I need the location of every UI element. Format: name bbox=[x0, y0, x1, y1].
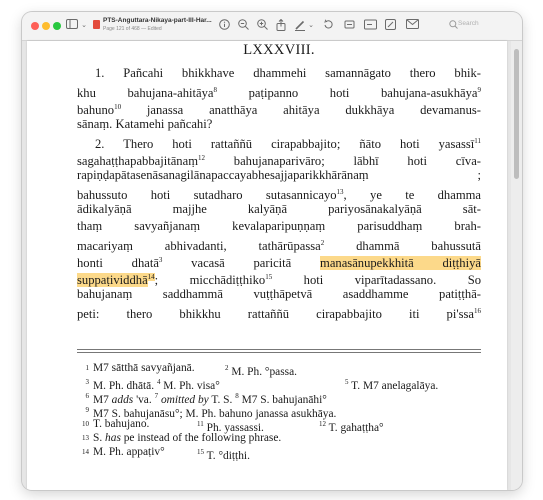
text-line: ādikalyāṇā majjhe kalyāṇā pariyosānakalyāṇā sāt- bbox=[77, 202, 481, 216]
document-area bbox=[22, 41, 522, 490]
footnote-divider bbox=[77, 352, 481, 353]
text-line: rapiṇḍapātasenāsanagilānapaccayabhesajjaparikkhārānaṃ ; bbox=[77, 168, 481, 182]
text-line: honti dhatā$^3$ vacasā paricitā manasānupekkhitā diṭṭhiyā bbox=[77, 256, 481, 271]
document-page-status: Page 121 of 468 — Edited bbox=[103, 26, 162, 32]
pdf-page: LXXXVIII. 1. Pañcahi bhikkhave dhammehi samannāgato thero bhik- khu bahujana-ahitāya$^8$ paṭipanno hoti bahujana-asukhāya$^9$ bahuno$^{10}$ janassa anatthāya ahitāya dukkhāya devamanus- sānaṃ. Katamehi pañcahi? 2. Thero hoti rattaññū cirapabbajito; ñāto hoti yasassī$^{11}$ sagahaṭṭhapabbajitānaṃ$^{12}$ bahujanaparivāro; lābhī hoti cīva- rapiṇḍapātasenāsanagilānapaccayabhesajjaparikkhārānaṃ ; bahussuto hoti sutadharo sutasannicayo$^{13}$, ye te dhamma ādikalyāṇā majjhe kalyāṇā pariyosānakalyāṇā sāt- thaṃ savyañjanaṃ kevalaparipuṇṇaṃ parisuddhaṃ brah- macariyaṃ abhivadanti, tathārūpassa$^2$ dhammā bahussutā honti dhatā$^3$ vacasā paricitā manasānupekkhitā diṭṭhiyā suppaṭividdhā$^{14}$; micchādiṭṭhiko$^{15}$ hoti viparītadassano. So bahujanaṃ saddhammā vuṭṭhāpetvā asaddhamme patiṭṭhā- peti: thero bhikkhu rattaññū cirapabbajito iti pi'ssa$^{16}$ 1 M7 sātthā savyañjanā. $^2$ M. Ph. °passa. 3 M. Ph. dhātā. $^4$ M. Ph. visa° $^5$ T. M7 anelagalāya. 6 M7 adds 'va. $^7$ omitted by T. S. $^8$ M7 S. bahujanāhi° 9 M7 S. bahujanāsu°; M. Ph. bahuno janassa asukhāya. 10 T. bahujano. $^{11}$ Ph. yassassi. $^{12}$ T. gahaṭṭha° 13 S. has pe instead of the following phrase. 14 M. Ph. appaṭiv° $^{15}$ T. °diṭṭhi. bbox=[27, 41, 507, 490]
text-line: macariyaṃ abhivadanti, tathārūpassa$^2$ dhammā bahussutā bbox=[77, 239, 481, 254]
mail-icon[interactable] bbox=[405, 19, 419, 33]
zoom-in-icon[interactable] bbox=[256, 19, 268, 33]
toolbar bbox=[22, 12, 522, 41]
text-line: bahuno$^{10}$ janassa anatthāya ahitāya dukkhāya devamanus- bbox=[77, 103, 481, 118]
search-input[interactable]: Search bbox=[458, 20, 479, 27]
text-line: sagahaṭṭhapabbajitānaṃ$^{12}$ bahujanaparivāro; lābhī hoti cīva- bbox=[77, 154, 481, 169]
info-icon[interactable] bbox=[218, 19, 230, 33]
rotate-icon[interactable] bbox=[322, 19, 334, 33]
pdf-viewer-window bbox=[22, 12, 522, 490]
search-icon bbox=[448, 19, 458, 33]
share-icon[interactable] bbox=[275, 19, 287, 33]
text-line: peti: thero bhikkhu rattaññū cirapabbajito iti pi'ssa$^{16}$ bbox=[77, 307, 481, 322]
form-fill-icon[interactable] bbox=[363, 19, 377, 33]
text-line: suppaṭividdhā$^{14}$; micchādiṭṭhiko$^{15}$ hoti viparītadassano. So bbox=[77, 273, 481, 288]
text-line: 1. Pañcahi bhikkhave dhammehi samannāgato thero bhik- bbox=[95, 66, 481, 80]
pdf-file-icon bbox=[93, 20, 100, 29]
text-line: khu bahujana-ahitāya$^8$ paṭipanno hoti bahujana-asukhāya$^9$ bbox=[77, 86, 481, 101]
zoom-window-button[interactable] bbox=[53, 22, 61, 30]
redact-icon[interactable] bbox=[384, 19, 396, 33]
footnote-divider bbox=[77, 349, 481, 350]
text-line: 2. Thero hoti rattaññū cirapabbajito; ñāto hoti yasassī$^{11}$ bbox=[95, 137, 481, 152]
text-line: thaṃ savyañjanaṃ kevalaparipuṇṇaṃ parisuddhaṃ brah- bbox=[77, 219, 481, 233]
text-line: bahussuto hoti sutadharo sutasannicayo$^{13}$, ye te dhamma bbox=[77, 188, 481, 203]
close-window-button[interactable] bbox=[31, 22, 39, 30]
highlighted-text[interactable]: suppaṭividdhā bbox=[77, 273, 148, 288]
chevron-down-icon[interactable]: ⌄ bbox=[308, 22, 314, 29]
search-field[interactable] bbox=[446, 18, 514, 33]
sutta-heading: LXXXVIII. bbox=[243, 42, 315, 58]
highlighted-text[interactable]: manasānupekkhitā diṭṭhiyā bbox=[320, 256, 481, 271]
highlight-icon[interactable] bbox=[343, 19, 355, 33]
markup-pen-icon[interactable] bbox=[294, 19, 306, 33]
text-line: bahujanaṃ saddhammā vuṭṭhāpetvā asaddhamme patiṭṭhā- bbox=[77, 287, 481, 301]
minimize-window-button[interactable] bbox=[42, 22, 50, 30]
document-title: PTS-Anguttara-Nikaya-part-III-Har... bbox=[103, 17, 212, 24]
zoom-out-icon[interactable] bbox=[237, 19, 249, 33]
text-line: sānaṃ. Katamehi pañcahi? bbox=[77, 117, 213, 131]
sidebar-toggle-icon[interactable] bbox=[66, 19, 78, 33]
scrollbar-thumb[interactable] bbox=[514, 49, 519, 179]
chevron-down-icon[interactable]: ⌄ bbox=[81, 22, 87, 29]
